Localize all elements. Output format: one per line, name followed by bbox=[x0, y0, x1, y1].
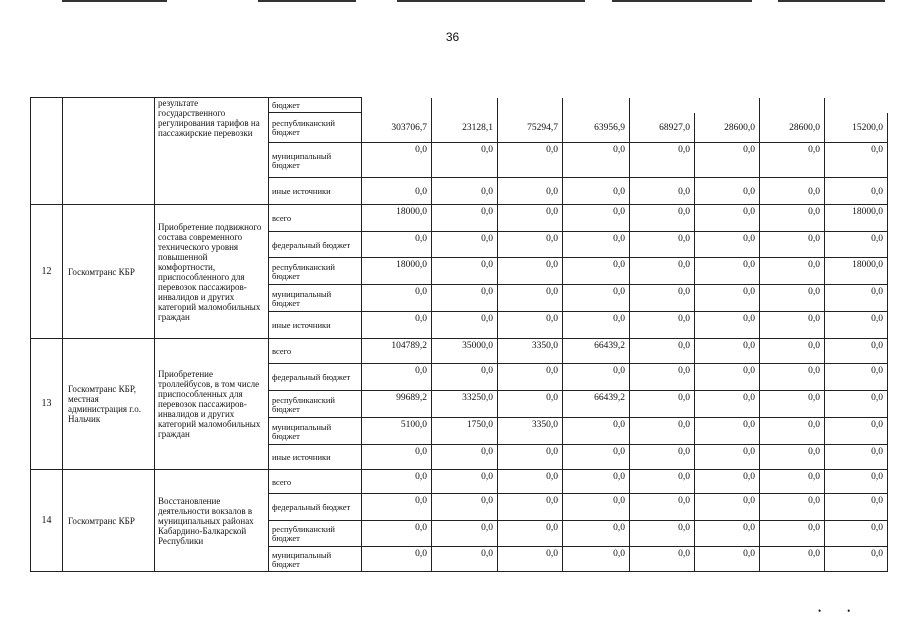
amount-cell: 99689,2 bbox=[362, 391, 432, 418]
amount-cell: 5100,0 bbox=[362, 418, 432, 445]
funding-source-label: республиканский бюджет bbox=[269, 113, 362, 143]
funding-source-label: республиканский бюджет bbox=[269, 391, 362, 418]
amount-cell: 0,0 bbox=[362, 312, 432, 339]
amount-cell: 0,0 bbox=[563, 521, 630, 547]
funding-source-label: всего bbox=[269, 470, 362, 494]
amount-cell: 3350,0 bbox=[498, 339, 563, 364]
amount-cell: 0,0 bbox=[498, 445, 563, 470]
amount-cell: 18000,0 bbox=[362, 258, 432, 285]
amount-cell: 104789,2 bbox=[362, 339, 432, 364]
amount-cell: 0,0 bbox=[563, 258, 630, 285]
amount-cell: 0,0 bbox=[695, 547, 760, 572]
amount-cell: 18000,0 bbox=[825, 205, 888, 232]
row-number: 13 bbox=[31, 339, 63, 470]
amount-cell: 0,0 bbox=[630, 205, 695, 232]
amount-cell: 0,0 bbox=[695, 470, 760, 494]
amount-cell: 0,0 bbox=[695, 494, 760, 521]
amount-cell: 0,0 bbox=[563, 494, 630, 521]
amount-cell: 0,0 bbox=[760, 445, 825, 470]
funding-source-label: муниципальный бюджет bbox=[269, 418, 362, 445]
amount-cell: 0,0 bbox=[630, 364, 695, 391]
scan-top-line bbox=[397, 0, 585, 2]
amount-cell: 0,0 bbox=[760, 364, 825, 391]
funding-source-label: федеральный бюджет bbox=[269, 494, 362, 521]
amount-cell: 0,0 bbox=[563, 312, 630, 339]
amount-cell: 0,0 bbox=[760, 258, 825, 285]
executor-cell bbox=[63, 98, 155, 205]
amount-cell: 0,0 bbox=[630, 285, 695, 312]
executor-cell: Госкомтранс КБР bbox=[63, 205, 155, 339]
amount-cell: 0,0 bbox=[362, 547, 432, 572]
amount-cell: 0,0 bbox=[563, 445, 630, 470]
amount-cell: 0,0 bbox=[362, 470, 432, 494]
amount-cell: 0,0 bbox=[695, 418, 760, 445]
amount-cell: 0,0 bbox=[362, 521, 432, 547]
funding-source-label: муниципальный бюджет bbox=[269, 285, 362, 312]
amount-cell: 0,0 bbox=[563, 364, 630, 391]
amount-cell: 0,0 bbox=[432, 205, 498, 232]
funding-source-label: всего bbox=[269, 339, 362, 364]
amount-cell: 0,0 bbox=[695, 364, 760, 391]
amount-cell: 35000,0 bbox=[432, 339, 498, 364]
amount-cell: 0,0 bbox=[760, 494, 825, 521]
amount-cell: 0,0 bbox=[432, 143, 498, 178]
amount-cell: 0,0 bbox=[362, 364, 432, 391]
amount-cell: 0,0 bbox=[825, 470, 888, 494]
amount-cell: 0,0 bbox=[563, 418, 630, 445]
amount-cell: 0,0 bbox=[760, 418, 825, 445]
funding-source-label: муниципальный бюджет bbox=[269, 547, 362, 572]
funding-source-label: бюджет bbox=[269, 98, 362, 113]
amount-cell: 0,0 bbox=[362, 285, 432, 312]
table-row bbox=[31, 205, 888, 232]
funding-source-label: муниципальный бюджет bbox=[269, 143, 362, 178]
table-body bbox=[31, 98, 888, 572]
amount-cell: 0,0 bbox=[630, 547, 695, 572]
amount-cell: 0,0 bbox=[563, 178, 630, 205]
corner-mark: • bbox=[818, 606, 848, 616]
funding-source-label: иные источники bbox=[269, 178, 362, 205]
amount-cell: 0,0 bbox=[498, 285, 563, 312]
executor-cell: Госкомтранс КБР, местная администрация г.о. Нальчик bbox=[63, 339, 155, 470]
amount-cell: 0,0 bbox=[630, 445, 695, 470]
amount-cell: 0,0 bbox=[498, 258, 563, 285]
amount-cell: 0,0 bbox=[563, 285, 630, 312]
executor-cell: Госкомтранс КБР bbox=[63, 470, 155, 572]
row-number: 12 bbox=[31, 205, 63, 339]
amount-cell: 0,0 bbox=[760, 339, 825, 364]
amount-cell: 0,0 bbox=[695, 205, 760, 232]
amount-cell: 0,0 bbox=[695, 258, 760, 285]
amount-cell: 0,0 bbox=[498, 470, 563, 494]
amount-cell: 0,0 bbox=[498, 521, 563, 547]
row-number: 14 bbox=[31, 470, 63, 572]
amount-cell: 0,0 bbox=[362, 445, 432, 470]
amount-cell: 0,0 bbox=[432, 547, 498, 572]
amount-cell bbox=[630, 98, 695, 113]
amount-cell: 66439,2 bbox=[563, 339, 630, 364]
amount-cell: 0,0 bbox=[432, 445, 498, 470]
amount-cell: 0,0 bbox=[760, 547, 825, 572]
funding-source-label: иные источники bbox=[269, 312, 362, 339]
amount-cell: 0,0 bbox=[760, 178, 825, 205]
table-row bbox=[31, 98, 888, 113]
amount-cell: 0,0 bbox=[760, 391, 825, 418]
amount-cell: 0,0 bbox=[432, 285, 498, 312]
amount-cell: 0,0 bbox=[695, 312, 760, 339]
amount-cell: 0,0 bbox=[432, 178, 498, 205]
amount-cell: 0,0 bbox=[563, 470, 630, 494]
measure-cell: Приобретение подвижного состава современного технического уровня повышенной комфортности, приспособленного для перевозок пассажиров-инвалидов и других категорий маломобильных граждан bbox=[155, 205, 269, 339]
amount-cell: 0,0 bbox=[695, 285, 760, 312]
measure-cell: Приобретение троллейбусов, в том числе приспособленных для перевозок пассажиров-инвалидов и других категорий маломобильных граждан bbox=[155, 339, 269, 470]
amount-cell: 15200,0 bbox=[825, 113, 888, 143]
amount-cell: 0,0 bbox=[630, 418, 695, 445]
amount-cell: 0,0 bbox=[362, 494, 432, 521]
scan-top-line bbox=[778, 0, 885, 2]
table-row bbox=[31, 339, 888, 364]
amount-cell: 0,0 bbox=[695, 178, 760, 205]
table-row bbox=[31, 470, 888, 494]
amount-cell: 0,0 bbox=[760, 312, 825, 339]
amount-cell: 18000,0 bbox=[362, 205, 432, 232]
amount-cell: 0,0 bbox=[630, 258, 695, 285]
amount-cell: 0,0 bbox=[695, 232, 760, 258]
amount-cell: 66439,2 bbox=[563, 391, 630, 418]
amount-cell: 0,0 bbox=[630, 494, 695, 521]
amount-cell: 0,0 bbox=[825, 285, 888, 312]
amount-cell: 0,0 bbox=[362, 143, 432, 178]
amount-cell: 0,0 bbox=[825, 232, 888, 258]
amount-cell: 0,0 bbox=[760, 521, 825, 547]
amount-cell bbox=[362, 98, 432, 113]
amount-cell: 28600,0 bbox=[695, 113, 760, 143]
amount-cell: 3350,0 bbox=[498, 418, 563, 445]
amount-cell: 0,0 bbox=[695, 391, 760, 418]
amount-cell: 0,0 bbox=[760, 143, 825, 178]
amount-cell: 63956,9 bbox=[563, 113, 630, 143]
amount-cell: 0,0 bbox=[825, 178, 888, 205]
scan-top-line bbox=[62, 0, 167, 2]
amount-cell: 0,0 bbox=[825, 143, 888, 178]
amount-cell: 0,0 bbox=[432, 470, 498, 494]
measure-cell: Восстановление деятельности вокзалов в муниципальных районах Кабардино-Балкарской Республики bbox=[155, 470, 269, 572]
amount-cell: 0,0 bbox=[498, 178, 563, 205]
amount-cell: 0,0 bbox=[825, 547, 888, 572]
amount-cell: 0,0 bbox=[825, 521, 888, 547]
amount-cell: 0,0 bbox=[498, 143, 563, 178]
page-number: 36 bbox=[445, 30, 460, 44]
amount-cell: 0,0 bbox=[760, 232, 825, 258]
amount-cell bbox=[563, 98, 630, 113]
amount-cell: 0,0 bbox=[498, 312, 563, 339]
amount-cell bbox=[498, 98, 563, 113]
amount-cell: 0,0 bbox=[432, 312, 498, 339]
amount-cell: 0,0 bbox=[760, 205, 825, 232]
amount-cell: 0,0 bbox=[695, 521, 760, 547]
amount-cell bbox=[825, 98, 888, 113]
amount-cell: 0,0 bbox=[630, 178, 695, 205]
amount-cell: 0,0 bbox=[825, 391, 888, 418]
amount-cell: 0,0 bbox=[630, 232, 695, 258]
amount-cell: 0,0 bbox=[362, 178, 432, 205]
amount-cell: 0,0 bbox=[563, 205, 630, 232]
amount-cell: 0,0 bbox=[825, 339, 888, 364]
amount-cell: 1750,0 bbox=[432, 418, 498, 445]
amount-cell: 0,0 bbox=[498, 364, 563, 391]
budget-table bbox=[30, 97, 888, 572]
amount-cell: 75294,7 bbox=[498, 113, 563, 143]
amount-cell: 0,0 bbox=[825, 494, 888, 521]
measure-cell: результате государственного регулирования тарифов на пассажирские перевозки bbox=[155, 98, 269, 205]
amount-cell: 23128,1 bbox=[432, 113, 498, 143]
scan-top-line bbox=[612, 0, 752, 2]
row-number bbox=[31, 98, 63, 205]
amount-cell: 0,0 bbox=[695, 339, 760, 364]
funding-source-label: федеральный бюджет bbox=[269, 364, 362, 391]
funding-source-label: федеральный бюджет bbox=[269, 232, 362, 258]
amount-cell: 0,0 bbox=[498, 232, 563, 258]
funding-source-label: иные источники bbox=[269, 445, 362, 470]
amount-cell: 0,0 bbox=[432, 258, 498, 285]
amount-cell: 0,0 bbox=[760, 470, 825, 494]
amount-cell: 0,0 bbox=[563, 143, 630, 178]
amount-cell: 0,0 bbox=[760, 285, 825, 312]
amount-cell: 0,0 bbox=[825, 418, 888, 445]
funding-source-label: республиканский бюджет bbox=[269, 521, 362, 547]
amount-cell: 0,0 bbox=[498, 391, 563, 418]
amount-cell: 0,0 bbox=[362, 232, 432, 258]
corner-mark: • bbox=[847, 606, 877, 616]
amount-cell: 28600,0 bbox=[760, 113, 825, 143]
amount-cell: 0,0 bbox=[630, 339, 695, 364]
amount-cell: 0,0 bbox=[630, 312, 695, 339]
amount-cell: 0,0 bbox=[563, 232, 630, 258]
amount-cell: 0,0 bbox=[432, 232, 498, 258]
amount-cell bbox=[432, 98, 498, 113]
amount-cell: 0,0 bbox=[630, 391, 695, 418]
amount-cell: 0,0 bbox=[432, 494, 498, 521]
amount-cell: 0,0 bbox=[563, 547, 630, 572]
amount-cell: 0,0 bbox=[825, 312, 888, 339]
funding-source-label: всего bbox=[269, 205, 362, 232]
amount-cell: 0,0 bbox=[432, 364, 498, 391]
funding-source-label: республиканский бюджет bbox=[269, 258, 362, 285]
amount-cell: 18000,0 bbox=[825, 258, 888, 285]
amount-cell: 33250,0 bbox=[432, 391, 498, 418]
amount-cell: 0,0 bbox=[825, 445, 888, 470]
amount-cell: 0,0 bbox=[630, 143, 695, 178]
amount-cell: 0,0 bbox=[432, 521, 498, 547]
amount-cell: 0,0 bbox=[695, 445, 760, 470]
amount-cell: 0,0 bbox=[630, 470, 695, 494]
corner-marks bbox=[818, 606, 876, 616]
amount-cell: 0,0 bbox=[825, 364, 888, 391]
amount-cell: 0,0 bbox=[695, 143, 760, 178]
amount-cell: 68927,0 bbox=[630, 113, 695, 143]
amount-cell: 303706,7 bbox=[362, 113, 432, 143]
scan-top-line bbox=[258, 0, 356, 2]
amount-cell: 0,0 bbox=[498, 547, 563, 572]
amount-cell: 0,0 bbox=[498, 205, 563, 232]
amount-cell: 0,0 bbox=[498, 494, 563, 521]
amount-cell bbox=[760, 98, 825, 113]
amount-cell bbox=[695, 98, 760, 113]
amount-cell: 0,0 bbox=[630, 521, 695, 547]
